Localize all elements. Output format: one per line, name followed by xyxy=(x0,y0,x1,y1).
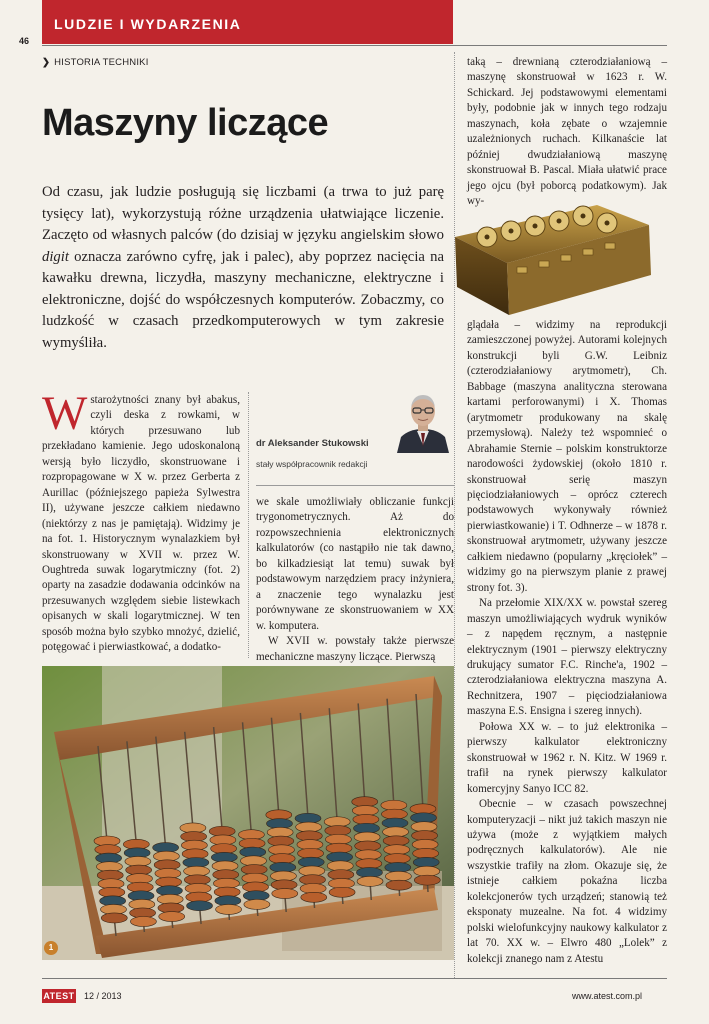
column-divider-right xyxy=(454,52,455,978)
abacus-bead xyxy=(385,862,411,872)
abacus-bead xyxy=(328,870,354,880)
abacus-bead xyxy=(325,834,351,844)
website-link[interactable]: www.atest.com.pl xyxy=(572,991,643,1001)
abacus-bead xyxy=(385,871,411,881)
abacus-bead xyxy=(327,852,353,862)
article-title: Maszyny liczące xyxy=(42,102,329,144)
author-role: stały współpracownik redakcji xyxy=(256,459,368,469)
abacus-bead xyxy=(328,878,354,888)
abacus-bead xyxy=(412,831,438,841)
abacus-bead xyxy=(130,917,156,927)
abacus-bead xyxy=(325,826,351,836)
pascaline-photo xyxy=(447,197,652,319)
abacus-bead xyxy=(412,839,438,849)
abacus-bead xyxy=(414,866,440,876)
abacus-bead xyxy=(352,797,378,807)
lead-part: oznacza zarówno cyfrę, jak i palec), aby poprzez nacięcia na kawałku drewna, liczydła, maszyny mechaniczne, elektryczne i elektroniczne, dojść do współczesnych komputerów. Zobaczmy, co ludzkość w czasach przedkomputerowych w tym zakresie wymyśliła. xyxy=(42,248,444,351)
drop-cap: W xyxy=(42,387,88,440)
abacus-bead xyxy=(383,836,409,846)
abacus-bead xyxy=(411,813,437,823)
abacus-bead xyxy=(354,832,380,842)
header-divider xyxy=(42,45,667,46)
abacus-bead xyxy=(381,800,407,810)
column-2-paragraph: W XVII w. powstały także pierwsze mechaniczne maszyny liczące. Pierwszą xyxy=(256,635,454,663)
abacus-bead xyxy=(159,912,185,922)
footer-divider xyxy=(42,978,667,979)
author-photo xyxy=(393,387,453,453)
page-number: 46 xyxy=(19,36,30,46)
abacus-bead xyxy=(413,857,439,867)
abacus-bead xyxy=(356,867,382,877)
abacus-bead xyxy=(413,848,439,858)
column-1 xyxy=(42,387,240,656)
abacus-bead xyxy=(272,889,298,899)
abacus-bead xyxy=(384,845,410,855)
article-lead xyxy=(42,182,444,354)
column-2-paragraph: we skale umożliwiały obliczanie funkcji trygonometrycznych. Aż do rozpowszechnienia elektronicznych kalkulatorów (co nastąpiło nie tak dawno, bo kilkadziesiąt lat temu) suwak był podstawowym narzędziem pracy inżyniera, a znaczenie tego wynalazku jest porównywane ze skonstruowaniem w XX w. komputera. xyxy=(256,496,454,632)
section-label-text: HISTORIA TECHNIKI xyxy=(54,57,149,68)
column-divider-left xyxy=(248,392,249,658)
abacus-bead xyxy=(381,809,407,819)
abacus-bead xyxy=(384,854,410,864)
abacus-bead xyxy=(324,817,350,827)
abacus-bead xyxy=(410,804,436,814)
abacus-bead xyxy=(382,818,408,828)
abacus-bead xyxy=(357,876,383,886)
abacus-bead xyxy=(329,887,355,897)
abacus-bead xyxy=(414,875,440,885)
lead-italic-word: digit xyxy=(42,248,69,265)
banner-title: LUDZIE I WYDARZENIA xyxy=(54,16,242,32)
chevron-right-icon: ❯ xyxy=(42,57,51,68)
column-2 xyxy=(256,495,454,665)
column-3-top-paragraph: taką – drewnianą czterodziałaniową – maszynę skonstruował w 1623 r. W. Schickard. Jej podstawowymi elementami były, podobnie jak w innych tego rodzaju maszynach, koła zębate o wzajemnie uzależnionych ruchach. Kilkanaście lat później dwudziałaniową maszynę skonstruował B. Pascal. Miała ułatwić prace jego ojcu (był poborcą podatkowym). Jak wy- xyxy=(467,56,667,208)
abacus-bead xyxy=(353,814,379,824)
author-divider xyxy=(256,485,454,486)
column-3-paragraph: Obecnie – w czasach powszechnej komputeryzacji – nikt już takich maszyn nie używa (może z wyjątkiem małych podręcznych kalkulatorów). Ale nie wszystkie trafiły na złom. Okazuje się, że istnieje całkiem pokaźna liczba kolekcjonerów tych urządzeń; stanowią też eksponaty muzealne. Na fot. 4 widzimy polski wielofunkcyjny naukowy kalkulator z lat 70. XX w. – Elwro 480 „Lolek” z kolekcji znanego nam z Atestu xyxy=(467,798,667,965)
column-1-text: starożytności znany był abakus, czyli deska z rowkami, w których przesuwano lub przekładano kamienie. Jego udoskonaloną wersją było liczydło, skonstruowane i rozpropagowane w X w. przez Gerberta z Aurillac (późniejszego papieża Sylwestra II), używane jeszcze całkiem niedawno (niektórzy z nas je pamiętają). Widzimy je na fot. 1. Historycznym wynalazkiem był skonstruowany w XVII w. przez W. Oughtreda suwak logarytmiczny (fot. 2) oparty na zasadzie dodawania odcinków na przesuwanych względem siebie listewkach opisanych w skali logarytmicznej. W ten sposób można było szybko mnożyć, dzielić, potęgować i pierwiastkować, a dodatko- xyxy=(42,394,240,654)
column-3-paragraph: Na przełomie XIX/XX w. powstał szereg maszyn umożliwiających wydruk wyników – z napędem ręcznym, a następnie elektrycznym (1901 – pierwszy elektryczny drukujący sumator F.C. Rinche'a, 1902 – czterodziałaniowa elektryczna maszyna A. Rechnitzera, 1907 – pięciodziałaniowa maszyna E.S. Ensigna i szereg innych). xyxy=(467,597,667,718)
abacus-bead xyxy=(187,901,213,911)
abacus-bead xyxy=(244,899,270,909)
abacus-bead xyxy=(355,841,381,851)
photo-number: 1 xyxy=(44,941,58,955)
abacus-bead xyxy=(353,823,379,833)
author-name: dr Aleksander Stukowski xyxy=(256,438,369,449)
abacus-bead xyxy=(352,806,378,816)
issue-number: 12 / 2013 xyxy=(84,991,122,1001)
abacus-bead xyxy=(326,843,352,853)
abacus-bead xyxy=(327,861,353,871)
abacus-bead xyxy=(216,904,242,914)
abacus-bead xyxy=(386,880,412,890)
lead-part: Od czasu, jak ludzie posługują się liczbami (a trwa to już parę tysięcy lat), wykorzystują różne urządzenia ułatwiające liczenie. Zaczęto od własnych palców (do dzisiaj w języku angielskim słowo xyxy=(42,184,444,243)
abacus-bead xyxy=(383,827,409,837)
column-3-paragraph: glądała – widzimy na reprodukcji zamieszczonej powyżej. Autorami kolejnych konstrukcji byli G.W. Leibniz (czterodziałaniowy arytmometr), Ch. Babbage (maszyna analityczna sterowana kartami perforowanymi) i X. Thomas (arytmometr produkowany na skalę przemysłową). Należy też wspomnieć o Abrahamie Sternie – polskim konstruktorze narodowości żydowskiej (około 1810 r. skonstruował serię maszyn pięciodziałaniowych – oprócz czterech podstawowych wykonywały również pierwiastkowanie) i T. Odhnerze – w 1878 r. skonstruował arytmometr, używany jeszcze całkiem niedawno (popularny „kręciołek” – widzimy go na pierwszym planie z prawej strony fot. 3). xyxy=(467,319,667,594)
column-3-top xyxy=(467,55,667,210)
abacus-bead xyxy=(101,913,127,923)
abacus-bead xyxy=(411,822,437,832)
column-3-paragraph: Połowa XX w. – to już elektronika – pierwszy kalkulator elektroniczny skonstruował w 1962 r. N. Kitz. W 1969 r. trafił na rynek pierwszy kalkulator komercyjny Sanyo ICC 82. xyxy=(467,720,667,795)
abacus-bead xyxy=(356,859,382,869)
column-3 xyxy=(467,318,667,967)
section-label xyxy=(42,57,149,68)
atest-logo: ATEST xyxy=(43,991,75,1001)
abacus-bead xyxy=(301,892,327,902)
abacus-bead xyxy=(355,850,381,860)
abacus-photo xyxy=(42,666,454,960)
